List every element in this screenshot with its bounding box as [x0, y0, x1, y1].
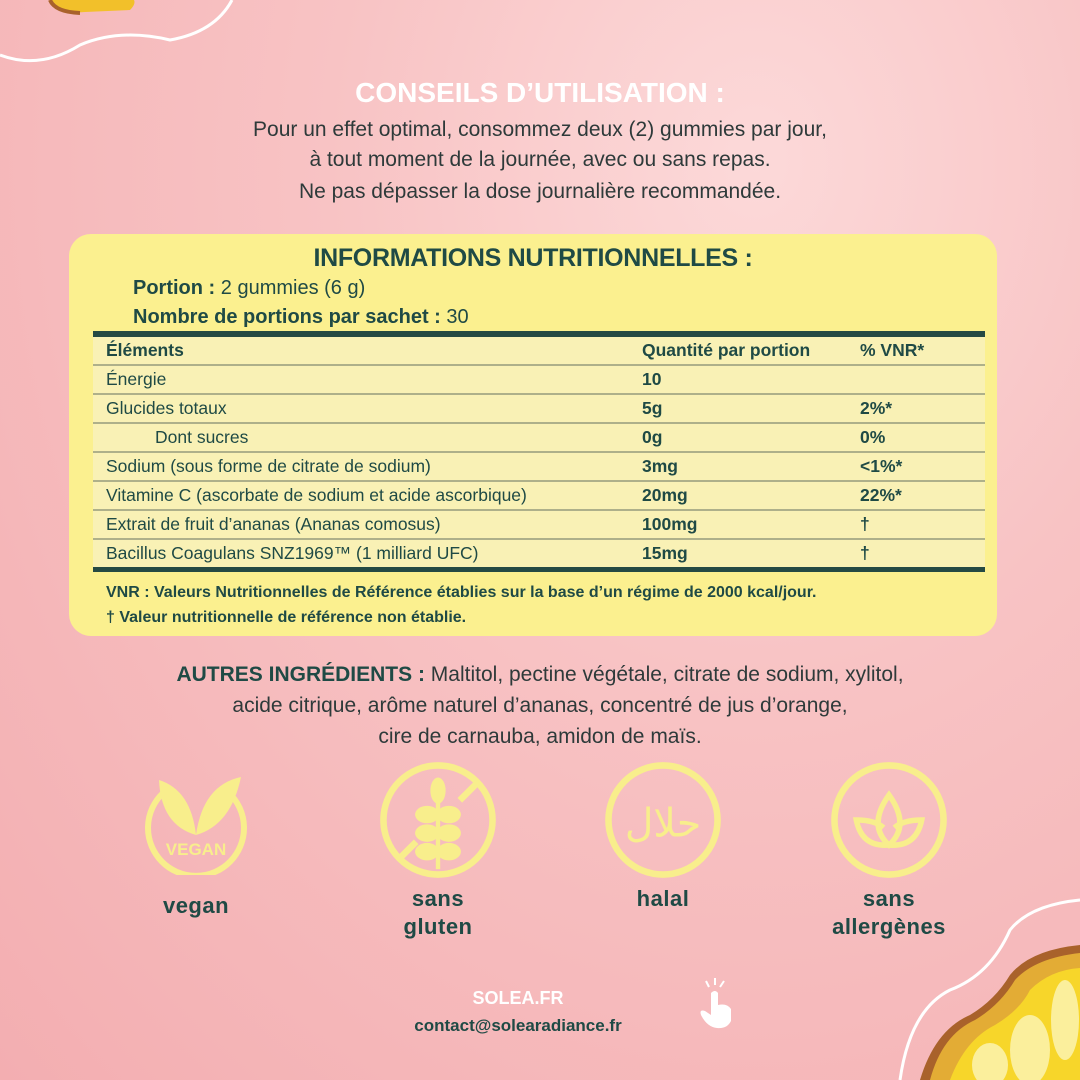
portion-label: Portion : — [133, 277, 216, 299]
row-element: Glucides totaux — [93, 394, 629, 423]
allergen-free-icon — [829, 760, 949, 880]
gluten-free-icon — [378, 760, 498, 880]
footnote-vnr: VNR : Valeurs Nutritionnelles de Référence établies sur la base d’un régime de 2000 kcal/jour. — [106, 584, 817, 601]
column-header-quantity: Quantité par portion — [629, 334, 847, 365]
halal-icon — [603, 760, 723, 880]
contact-email-link[interactable]: contact@solearadiance.fr — [414, 1016, 622, 1035]
vegan-icon — [141, 765, 251, 875]
ingredients-text-1: Maltitol, pectine végétale, citrate de sodium, xylitol, — [424, 663, 904, 686]
table-row — [93, 394, 985, 423]
ingredients-block — [0, 659, 1080, 752]
row-element: Extrait de fruit d’ananas (Ananas comosus) — [93, 510, 629, 539]
svg-text:حلال: حلال — [624, 801, 702, 847]
footnote-dagger: † Valeur nutritionnelle de référence non établie. — [106, 609, 467, 626]
table-row — [93, 423, 985, 452]
nutrition-title: INFORMATIONS NUTRITIONNELLES : — [313, 244, 753, 272]
portion-line — [133, 277, 365, 300]
row-quantity: 5g — [629, 394, 847, 423]
badge-label-line-2: allergènes — [832, 914, 946, 939]
badge-vegan — [121, 765, 271, 920]
servings-label: Nombre de portions par sachet : — [133, 306, 441, 328]
row-element: Vitamine C (ascorbate de sodium et acide ascorbique) — [93, 481, 629, 510]
row-quantity: 15mg — [629, 539, 847, 570]
table-header-row — [93, 334, 985, 365]
servings-value: 30 — [440, 306, 469, 328]
table-row — [93, 510, 985, 539]
ingredients-line-1 — [0, 659, 1080, 690]
column-header-vnr: % VNR* — [847, 334, 985, 365]
row-element: Dont sucres — [93, 423, 629, 452]
usage-title: CONSEILS D’UTILISATION : — [355, 77, 725, 108]
row-element: Bacillus Coagulans SNZ1969™ (1 milliard UFC) — [93, 539, 629, 570]
row-quantity: 3mg — [629, 452, 847, 481]
usage-line-2: à tout moment de la journée, avec ou sans repas. — [309, 148, 771, 171]
ingredients-line-3: cire de carnauba, amidon de maïs. — [378, 725, 702, 748]
usage-line-1: Pour un effet optimal, consommez deux (2) gummies par jour, — [253, 118, 827, 141]
row-vnr: 0% — [847, 423, 985, 452]
table-row — [93, 481, 985, 510]
row-vnr: 22%* — [847, 481, 985, 510]
nutrition-table — [93, 331, 985, 572]
usage-line-3: Ne pas dépasser la dose journalière recommandée. — [298, 180, 782, 203]
row-vnr — [847, 365, 985, 394]
row-vnr: 2%* — [847, 394, 985, 423]
badge-label: halal — [636, 886, 690, 911]
table-row — [93, 452, 985, 481]
row-quantity: 100mg — [629, 510, 847, 539]
row-quantity: 20mg — [629, 481, 847, 510]
table-row — [93, 365, 985, 394]
servings-line — [133, 306, 469, 329]
table-row — [93, 539, 985, 570]
badge-halal — [588, 760, 738, 913]
ingredients-line-2: acide citrique, arôme naturel d’ananas, concentré de jus d’orange, — [232, 694, 848, 717]
row-quantity: 0g — [629, 423, 847, 452]
badge-gluten-free — [363, 760, 513, 941]
column-header-elements: Éléments — [93, 334, 629, 365]
row-vnr: † — [847, 539, 985, 570]
row-vnr: † — [847, 510, 985, 539]
badge-label-line-2: gluten — [403, 914, 473, 939]
portion-value: 2 gummies (6 g) — [215, 277, 366, 299]
badge-allergen-free — [814, 760, 964, 941]
badge-label-line-1: sans — [862, 886, 916, 911]
ingredients-label: AUTRES INGRÉDIENTS : — [176, 663, 425, 686]
pineapple-decoration-top — [0, 0, 260, 70]
row-element: Sodium (sous forme de citrate de sodium) — [93, 452, 629, 481]
row-quantity: 10 — [629, 365, 847, 394]
row-element: Énergie — [93, 365, 629, 394]
badge-label: vegan — [162, 893, 230, 918]
nutrition-panel — [69, 234, 997, 636]
badge-label-line-1: sans — [411, 886, 465, 911]
row-vnr: <1%* — [847, 452, 985, 481]
website-link[interactable]: SOLEA.FR — [472, 988, 564, 1008]
svg-text:VEGAN: VEGAN — [165, 840, 227, 859]
